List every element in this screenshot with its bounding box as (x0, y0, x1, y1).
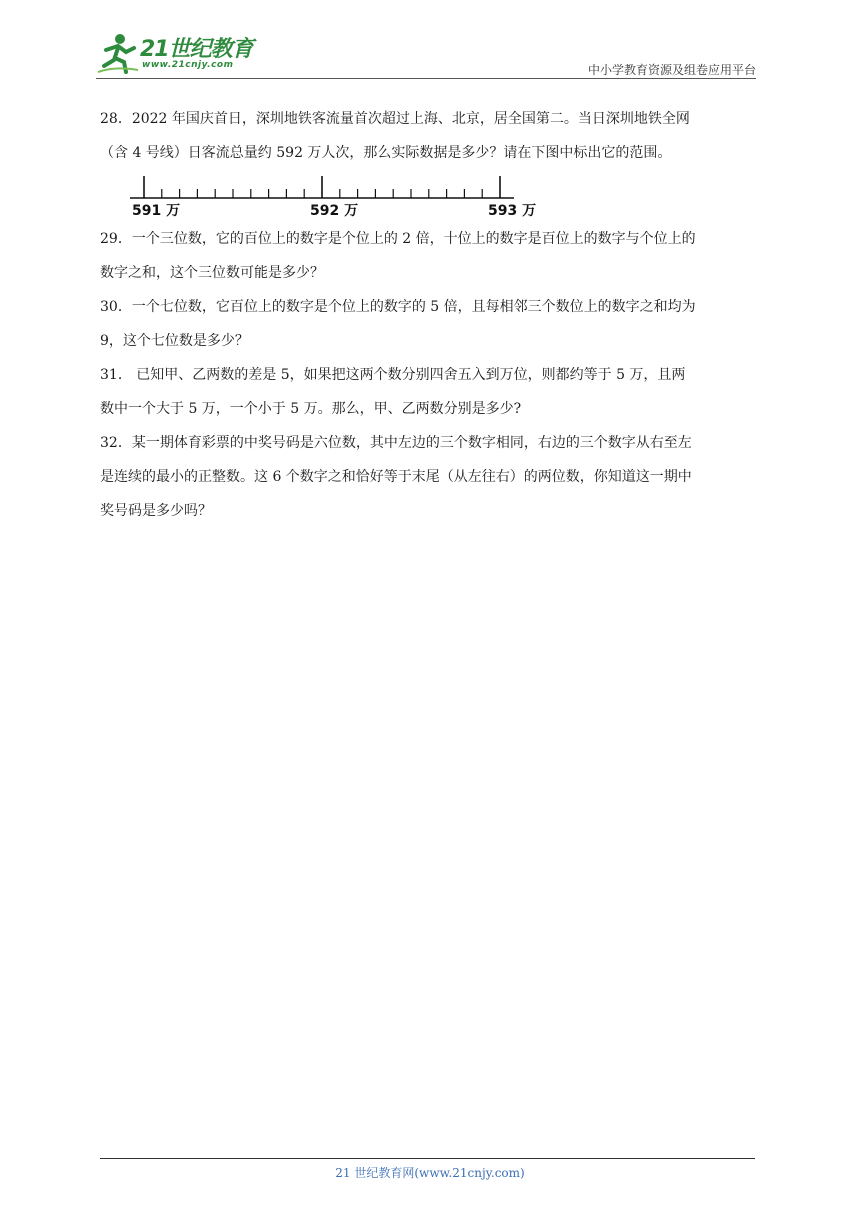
question-line: 28．2022 年国庆首日，深圳地铁客流量首次超过上海、北京，居全国第二。当日深圳地铁全网 (100, 111, 690, 127)
question-line: 是连续的最小的正整数。这 6 个数字之和恰好等于末尾（从左往右）的两位数，你知道这一期中 (100, 469, 692, 485)
question-29 (100, 222, 762, 290)
question-30 (100, 290, 762, 358)
question-line: 32．某一期体育彩票的中奖号码是六位数，其中左边的三个数字相同，右边的三个数字从右至左 (100, 435, 692, 451)
page-header (96, 30, 756, 78)
question-32 (100, 426, 762, 528)
page-footer[interactable]: 21 世纪教育网(www.21cnjy.com) (335, 1166, 525, 1180)
question-line: 30．一个七位数，它百位上的数字是个位上的数字的 5 倍，且每相邻三个数位上的数字之和均为 (100, 299, 696, 315)
number-line-figure (130, 172, 550, 220)
tick-label: 591 万 (132, 203, 181, 219)
question-line: 数中一个大于 5 万，一个小于 5 万。那么，甲、乙两数分别是多少? (100, 401, 522, 417)
runner-logo-icon (96, 32, 140, 76)
question-line: 数字之和，这个三位数可能是多少？ (100, 265, 324, 281)
number-line (130, 172, 550, 220)
question-28 (100, 102, 762, 170)
question-line: 奖号码是多少吗？ (100, 503, 212, 519)
question-line: 9，这个七位数是多少？ (100, 333, 249, 349)
header-tagline: 中小学教育资源及组卷应用平台 (587, 63, 756, 77)
question-list (100, 102, 762, 528)
question-31 (100, 358, 762, 426)
site-logo[interactable] (96, 30, 266, 76)
footer-divider (100, 1158, 755, 1159)
header-divider (96, 78, 756, 79)
question-line: 29．一个三位数，它的百位上的数字是个位上的 2 倍，十位上的数字是百位上的数字与个位上的 (100, 231, 696, 247)
tick-label: 593 万 (488, 203, 537, 219)
question-line: 31． 已知甲、乙两数的差是 5，如果把这两个数分别四舍五入到万位，则都约等于 5 万，且两 (100, 367, 686, 383)
tick-label: 592 万 (310, 203, 359, 219)
question-line: （含 4 号线）日客流总量约 592 万人次，那么实际数据是多少？请在下图中标出它的范围。 (100, 145, 672, 161)
logo-url: www.21cnjy.com (142, 60, 234, 70)
logo-title: 21世纪教育 (140, 37, 253, 62)
